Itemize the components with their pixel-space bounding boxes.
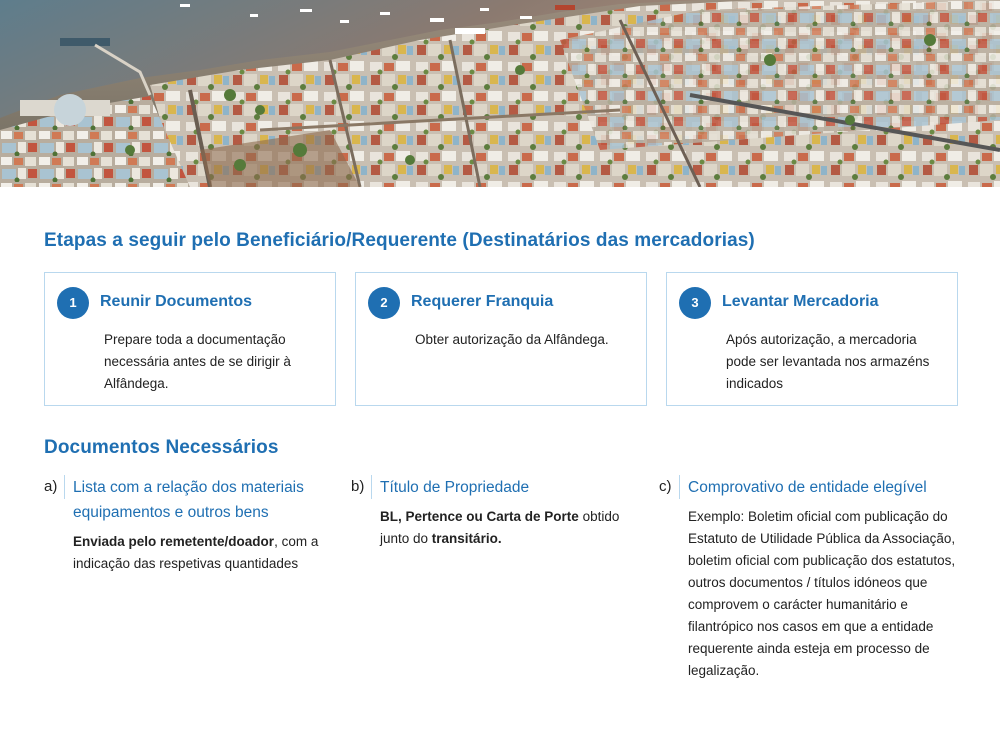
document-letter: a) [44,478,58,495]
document-divider [64,475,65,499]
document-description-bold-2: transitário. [431,531,502,546]
steps-list [44,272,958,406]
aerial-city-photo [0,0,1000,187]
document-description-bold: Enviada pelo remetente/doador [73,534,275,549]
document-description [380,506,642,550]
document-title: Título de Propriedade [380,479,530,496]
document-body [688,473,960,682]
document-description [73,531,333,575]
document-letter: c) [659,478,672,495]
document-description-mid: obtido junto do [380,509,620,546]
document-divider [371,475,372,499]
step-card-1 [44,272,336,406]
step-description: Obter autorização da Alfândega. [415,332,609,347]
document-divider [679,475,680,499]
document-title: Comprovativo de entidade elegível [688,479,927,496]
step-number-badge: 2 [368,287,400,319]
step-card-3 [666,272,958,406]
documents-section-title: Documentos Necessários [44,437,279,458]
hero-image [0,0,1000,187]
step-title: Reunir Documentos [100,293,253,310]
step-card-2 [355,272,647,406]
document-letter: b) [351,478,365,495]
step-title: Levantar Mercadoria [722,293,879,310]
step-description: Após autorização, a mercadoria pode ser levantada nos armazéns indicados [726,332,930,391]
document-description: Exemplo: Boletim oficial com publicação do Estatuto de Utilidade Pública da Associação, boletim oficial com publicação dos estatutos, outros documentos / títulos idóneos que comprovem o carácter humanitário e filantrópico nos casos em que a entidade requerente ainda esteja em processo de legalização. [688,509,956,678]
document-body [73,473,333,575]
document-body [380,473,642,550]
step-number-badge: 1 [57,287,89,319]
steps-section-title: Etapas a seguir pelo Beneficiário/Requerente (Destinatários das mercadorias) [44,230,755,251]
step-description: Prepare toda a documentação necessária antes de se dirigir à Alfândega. [104,332,291,391]
document-description-bold: BL, Pertence ou Carta de Porte [380,509,579,524]
step-number-badge: 3 [679,287,711,319]
document-title: Lista com a relação dos materiais equipamentos e outros bens [73,479,304,521]
step-title: Requerer Franquia [411,293,554,310]
document-description-rest: , com a indicação das respetivas quantidades [73,534,319,571]
